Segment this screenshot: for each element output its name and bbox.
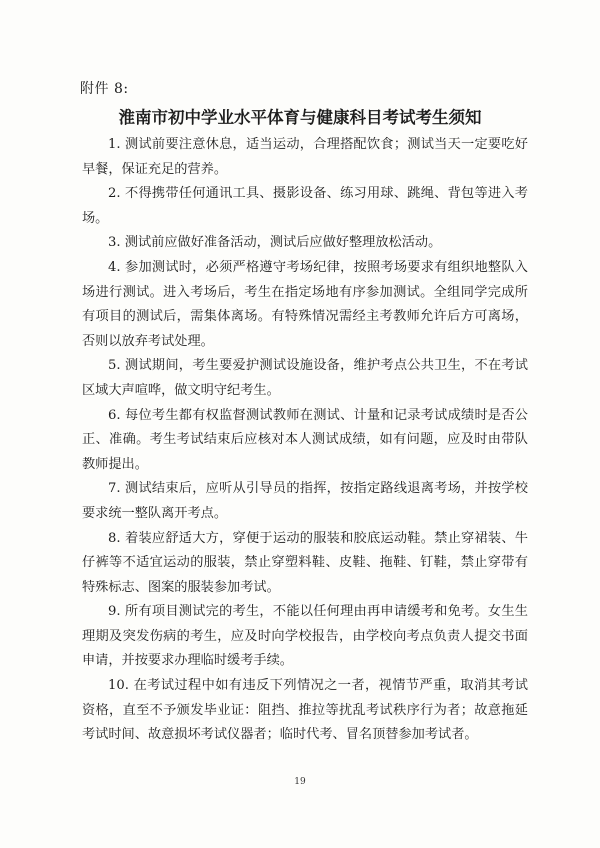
attachment-label: 附件 8: bbox=[80, 81, 129, 97]
notice-item-3: 3. 测试前应做好准备活动，测试后应做好整理放松活动。 bbox=[108, 235, 442, 251]
notice-item-4: 4. 参加测试时，必须严格遵守考场纪律，按照考场要求有组织地整队入场进行测试。进入考场后，考生在指定场地有序参加测试。全组同学完成所有项目的测试后，需集体离场。有特殊情况需经主考教师允许后方可离场，否则以放弃考试处理。 bbox=[82, 259, 528, 349]
notice-item-8: 8. 着装应舒适大方，穿便于运动的服装和胶底运动鞋。禁止穿裙装、牛仔裤等不适宜运动的服装，禁止穿塑料鞋、皮鞋、拖鞋、钉鞋，禁止穿带有特殊标志、图案的服装参加考试。 bbox=[82, 530, 528, 595]
notice-item-5: 5. 测试期间，考生要爱护测试设施设备，维护考点公共卫生，不在考试区域大声喧哗，做文明守纪考生。 bbox=[82, 358, 528, 398]
notice-item-1: 1. 测试前要注意休息，适当运动，合理搭配饮食；测试当天一定要吃好早餐，保证充足的营养。 bbox=[82, 137, 528, 177]
notice-item-10: 10. 在考试过程中如有违反下列情况之一者，视情节严重，取消其考试资格，直至不予颁发毕业证：阻挡、推拉等扰乱考试秩序行为者；故意拖延考试时间、故意损坏考试仪器者；临时代考、冒名顶替参加考试者。 bbox=[82, 678, 528, 743]
page-number: 19 bbox=[294, 777, 306, 787]
document-title: 淮南市初中学业水平体育与健康科目考试考生须知 bbox=[118, 108, 482, 127]
notice-item-2: 2. 不得携带任何通讯工具、摄影设备、练习用球、跳绳、背包等进入考场。 bbox=[82, 186, 528, 226]
notice-body bbox=[82, 133, 528, 748]
notice-item-9: 9. 所有项目测试完的考生，不能以任何理由再申请缓考和免考。女生生理期及突发伤病的考生，应及时向学校报告，由学校向考点负责人提交书面申请，并按要求办理临时缓考手续。 bbox=[82, 604, 528, 669]
notice-item-7: 7. 测试结束后，应听从引导员的指挥，按指定路线退离考场，并按学校要求统一整队离开考点。 bbox=[82, 481, 528, 521]
notice-item-6: 6. 每位考生都有权监督测试教师在测试、计量和记录考试成绩时是否公正、准确。考生考试结束后应核对本人测试成绩，如有问题，应及时由带队教师提出。 bbox=[82, 407, 528, 472]
